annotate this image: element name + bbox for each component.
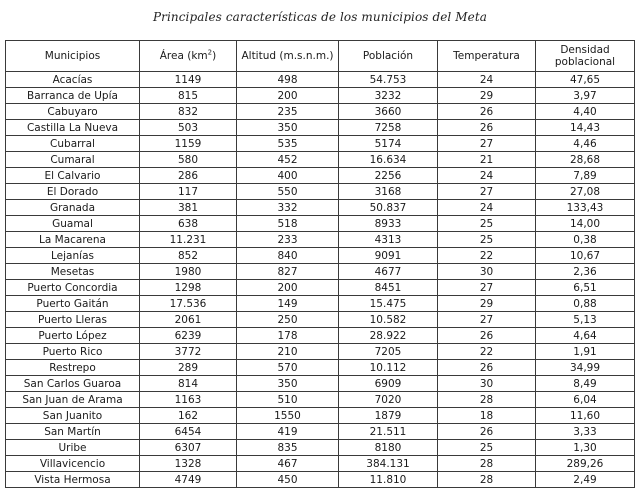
cell-municipio: El Calvario: [6, 168, 140, 184]
cell-municipio: Acacías: [6, 72, 140, 88]
cell-area: 1149: [140, 72, 237, 88]
cell-temperatura: 26: [438, 360, 536, 376]
cell-municipio: Mesetas: [6, 264, 140, 280]
cell-temperatura: 22: [438, 248, 536, 264]
cell-area: 6454: [140, 424, 237, 440]
cell-temperatura: 28: [438, 472, 536, 488]
cell-temperatura: 25: [438, 440, 536, 456]
header-densidad: [536, 41, 635, 72]
cell-altitud: 835: [237, 440, 339, 456]
header-municipios: [6, 41, 140, 72]
cell-poblacion: 50.837: [339, 200, 438, 216]
cell-densidad: 3,97: [536, 88, 635, 104]
cell-altitud: 400: [237, 168, 339, 184]
cell-poblacion: 4677: [339, 264, 438, 280]
cell-poblacion: 3660: [339, 104, 438, 120]
cell-area: 6239: [140, 328, 237, 344]
cell-area: 117: [140, 184, 237, 200]
header-area-superscript: 2: [207, 48, 213, 57]
cell-municipio: Puerto Rico: [6, 344, 140, 360]
header-area: [140, 41, 237, 72]
cell-altitud: 200: [237, 280, 339, 296]
cell-municipio: Lejanías: [6, 248, 140, 264]
cell-temperatura: 18: [438, 408, 536, 424]
cell-temperatura: 26: [438, 424, 536, 440]
cell-altitud: 535: [237, 136, 339, 152]
cell-densidad: 7,89: [536, 168, 635, 184]
cell-area: 1298: [140, 280, 237, 296]
cell-poblacion: 16.634: [339, 152, 438, 168]
cell-altitud: 498: [237, 72, 339, 88]
cell-area: 289: [140, 360, 237, 376]
table-row: [6, 88, 635, 104]
cell-area: 1980: [140, 264, 237, 280]
cell-municipio: Puerto Lleras: [6, 312, 140, 328]
cell-temperatura: 24: [438, 200, 536, 216]
cell-municipio: Cubarral: [6, 136, 140, 152]
cell-poblacion: 9091: [339, 248, 438, 264]
cell-poblacion: 28.922: [339, 328, 438, 344]
cell-densidad: 34,99: [536, 360, 635, 376]
cell-altitud: 518: [237, 216, 339, 232]
cell-area: 638: [140, 216, 237, 232]
cell-poblacion: 11.810: [339, 472, 438, 488]
cell-poblacion: 1879: [339, 408, 438, 424]
cell-area: 1328: [140, 456, 237, 472]
cell-poblacion: 3168: [339, 184, 438, 200]
cell-altitud: 332: [237, 200, 339, 216]
cell-densidad: 0,38: [536, 232, 635, 248]
cell-densidad: 3,33: [536, 424, 635, 440]
table-row: [6, 328, 635, 344]
cell-densidad: 133,43: [536, 200, 635, 216]
header-densidad-line2: poblacional: [554, 56, 616, 68]
cell-municipio: San Juanito: [6, 408, 140, 424]
cell-municipio: La Macarena: [6, 232, 140, 248]
cell-altitud: 200: [237, 88, 339, 104]
cell-poblacion: 8933: [339, 216, 438, 232]
table-row: [6, 424, 635, 440]
cell-municipio: Puerto López: [6, 328, 140, 344]
cell-municipio: Villavicencio: [6, 456, 140, 472]
table-row: [6, 296, 635, 312]
cell-altitud: 467: [237, 456, 339, 472]
cell-temperatura: 25: [438, 232, 536, 248]
cell-temperatura: 27: [438, 280, 536, 296]
cell-densidad: 2,49: [536, 472, 635, 488]
cell-poblacion: 384.131: [339, 456, 438, 472]
cell-altitud: 827: [237, 264, 339, 280]
cell-municipio: Puerto Gaitán: [6, 296, 140, 312]
cell-altitud: 235: [237, 104, 339, 120]
cell-municipio: Cumaral: [6, 152, 140, 168]
cell-altitud: 570: [237, 360, 339, 376]
cell-temperatura: 27: [438, 184, 536, 200]
table-row: [6, 440, 635, 456]
cell-poblacion: 54.753: [339, 72, 438, 88]
cell-temperatura: 26: [438, 328, 536, 344]
cell-temperatura: 27: [438, 312, 536, 328]
cell-densidad: 8,49: [536, 376, 635, 392]
cell-temperatura: 29: [438, 296, 536, 312]
cell-altitud: 210: [237, 344, 339, 360]
cell-densidad: 14,00: [536, 216, 635, 232]
municipalities-table: [5, 40, 635, 488]
header-temperatura-label: Temperatura: [453, 50, 520, 62]
table-caption: Principales características de los municipios del Meta: [152, 10, 488, 24]
table-row: [6, 408, 635, 424]
header-area-label: Área (km: [159, 50, 208, 62]
table-header: [6, 41, 635, 72]
cell-area: 814: [140, 376, 237, 392]
table-row: [6, 248, 635, 264]
cell-densidad: 28,68: [536, 152, 635, 168]
cell-densidad: 1,30: [536, 440, 635, 456]
cell-area: 286: [140, 168, 237, 184]
cell-area: 3772: [140, 344, 237, 360]
cell-densidad: 6,51: [536, 280, 635, 296]
cell-municipio: Barranca de Upía: [6, 88, 140, 104]
cell-temperatura: 26: [438, 104, 536, 120]
cell-poblacion: 7258: [339, 120, 438, 136]
cell-densidad: 5,13: [536, 312, 635, 328]
header-poblacion: [339, 41, 438, 72]
cell-temperatura: 25: [438, 216, 536, 232]
cell-area: 11.231: [140, 232, 237, 248]
table-row: [6, 72, 635, 88]
cell-area: 852: [140, 248, 237, 264]
cell-densidad: 27,08: [536, 184, 635, 200]
cell-area: 381: [140, 200, 237, 216]
cell-municipio: Uribe: [6, 440, 140, 456]
cell-area: 4749: [140, 472, 237, 488]
cell-densidad: 4,64: [536, 328, 635, 344]
header-municipios-label: Municipios: [44, 50, 101, 62]
cell-area: 815: [140, 88, 237, 104]
cell-area: 832: [140, 104, 237, 120]
cell-municipio: Cabuyaro: [6, 104, 140, 120]
table-row: [6, 264, 635, 280]
header-densidad-line1: Densidad: [560, 44, 610, 56]
header-altitud-label: Altitud (m.s.n.m.): [241, 50, 334, 62]
cell-area: 1159: [140, 136, 237, 152]
table-row: [6, 120, 635, 136]
cell-area: 162: [140, 408, 237, 424]
cell-municipio: Guamal: [6, 216, 140, 232]
table-row: [6, 168, 635, 184]
cell-densidad: 0,88: [536, 296, 635, 312]
cell-poblacion: 2256: [339, 168, 438, 184]
table-row: [6, 216, 635, 232]
cell-altitud: 250: [237, 312, 339, 328]
cell-area: 2061: [140, 312, 237, 328]
cell-densidad: 1,91: [536, 344, 635, 360]
table-body: [6, 72, 635, 488]
cell-altitud: 452: [237, 152, 339, 168]
cell-temperatura: 30: [438, 376, 536, 392]
cell-area: 580: [140, 152, 237, 168]
table-row: [6, 184, 635, 200]
table-row: [6, 312, 635, 328]
cell-densidad: 6,04: [536, 392, 635, 408]
cell-temperatura: 24: [438, 72, 536, 88]
cell-altitud: 350: [237, 120, 339, 136]
cell-temperatura: 26: [438, 120, 536, 136]
cell-temperatura: 21: [438, 152, 536, 168]
header-poblacion-label: Población: [362, 50, 414, 62]
cell-altitud: 419: [237, 424, 339, 440]
cell-densidad: 289,26: [536, 456, 635, 472]
cell-densidad: 11,60: [536, 408, 635, 424]
table-row: [6, 104, 635, 120]
cell-municipio: San Carlos Guaroa: [6, 376, 140, 392]
cell-municipio: San Juan de Arama: [6, 392, 140, 408]
cell-altitud: 510: [237, 392, 339, 408]
cell-altitud: 840: [237, 248, 339, 264]
cell-altitud: 233: [237, 232, 339, 248]
cell-municipio: Castilla La Nueva: [6, 120, 140, 136]
table-row: [6, 360, 635, 376]
cell-poblacion: 21.511: [339, 424, 438, 440]
cell-densidad: 4,40: [536, 104, 635, 120]
header-temperatura: [438, 41, 536, 72]
cell-area: 6307: [140, 440, 237, 456]
cell-poblacion: 8180: [339, 440, 438, 456]
cell-densidad: 47,65: [536, 72, 635, 88]
table-row: [6, 152, 635, 168]
cell-altitud: 1550: [237, 408, 339, 424]
cell-poblacion: 15.475: [339, 296, 438, 312]
header-altitud: [237, 41, 339, 72]
table-row: [6, 232, 635, 248]
table-row: [6, 456, 635, 472]
table-row: [6, 136, 635, 152]
cell-poblacion: 5174: [339, 136, 438, 152]
table-row: [6, 344, 635, 360]
cell-municipio: Restrepo: [6, 360, 140, 376]
cell-poblacion: 4313: [339, 232, 438, 248]
cell-densidad: 4,46: [536, 136, 635, 152]
cell-densidad: 14,43: [536, 120, 635, 136]
cell-temperatura: 28: [438, 392, 536, 408]
table-row: [6, 376, 635, 392]
cell-poblacion: 7205: [339, 344, 438, 360]
cell-altitud: 450: [237, 472, 339, 488]
table-row: [6, 280, 635, 296]
cell-municipio: Vista Hermosa: [6, 472, 140, 488]
cell-municipio: San Martín: [6, 424, 140, 440]
cell-municipio: Puerto Concordia: [6, 280, 140, 296]
cell-temperatura: 28: [438, 456, 536, 472]
cell-poblacion: 10.582: [339, 312, 438, 328]
cell-altitud: 178: [237, 328, 339, 344]
header-row: [6, 41, 635, 72]
cell-poblacion: 7020: [339, 392, 438, 408]
cell-temperatura: 30: [438, 264, 536, 280]
cell-altitud: 149: [237, 296, 339, 312]
table-row: [6, 392, 635, 408]
header-area-close: ): [212, 50, 217, 62]
cell-poblacion: 10.112: [339, 360, 438, 376]
cell-poblacion: 6909: [339, 376, 438, 392]
table-row: [6, 200, 635, 216]
cell-municipio: Granada: [6, 200, 140, 216]
cell-municipio: El Dorado: [6, 184, 140, 200]
cell-densidad: 10,67: [536, 248, 635, 264]
cell-temperatura: 22: [438, 344, 536, 360]
cell-altitud: 550: [237, 184, 339, 200]
cell-area: 1163: [140, 392, 237, 408]
cell-temperatura: 29: [438, 88, 536, 104]
cell-area: 503: [140, 120, 237, 136]
cell-area: 17.536: [140, 296, 237, 312]
cell-altitud: 350: [237, 376, 339, 392]
cell-temperatura: 27: [438, 136, 536, 152]
cell-densidad: 2,36: [536, 264, 635, 280]
cell-temperatura: 24: [438, 168, 536, 184]
cell-poblacion: 3232: [339, 88, 438, 104]
cell-poblacion: 8451: [339, 280, 438, 296]
